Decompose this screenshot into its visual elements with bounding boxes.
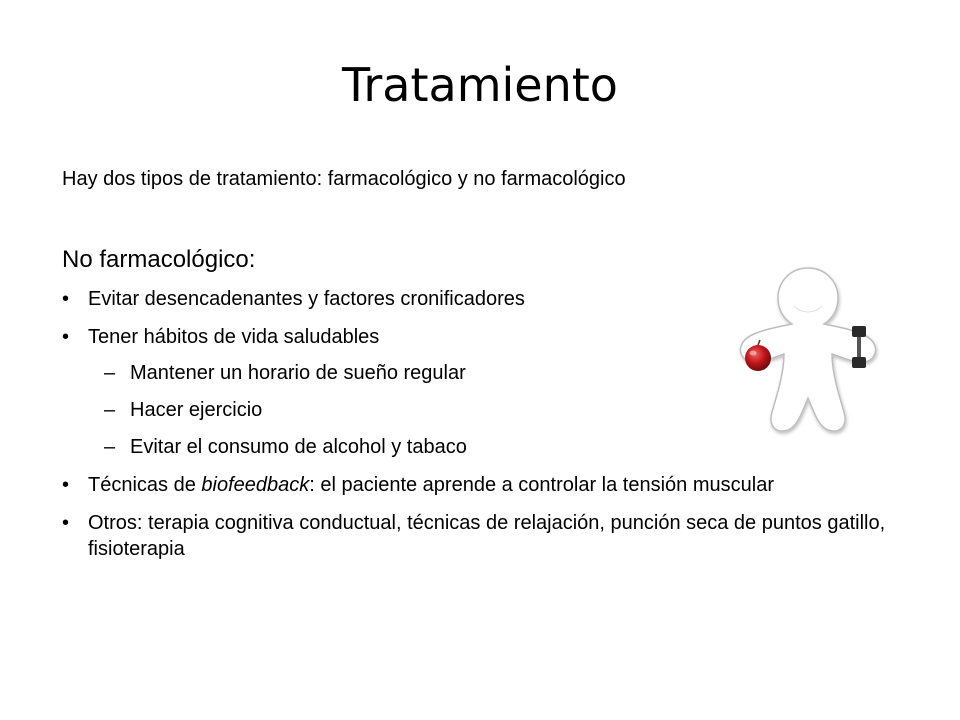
bullet-text-suffix: : el paciente aprende a controlar la tensión muscular [309, 474, 774, 496]
bullet-text-italic: biofeedback [201, 474, 310, 496]
paper-person-illustration [728, 262, 888, 442]
bullet-item [62, 472, 912, 498]
sub-item-text: Hacer ejercicio [130, 399, 263, 421]
bullet-text-prefix: Técnicas de [88, 474, 202, 496]
bullet-marker: • [62, 474, 70, 496]
bullet-marker: • [62, 288, 70, 310]
bullet-text: Evitar desencadenantes y factores cronificadores [88, 288, 525, 310]
bullet-text: Otros: terapia cognitiva conductual, técnicas de relajación, punción seca de puntos gatillo, fisioterapia [88, 512, 886, 560]
bullet-marker: • [62, 326, 70, 348]
bullet-marker: • [62, 512, 70, 534]
sub-marker: – [104, 436, 116, 458]
paper-person-with-apple-and-dumbbell-icon [728, 262, 888, 442]
bullet-item [62, 510, 912, 562]
bullet-text: Tener hábitos de vida saludables [88, 326, 380, 348]
section-heading: No farmacológico: [62, 246, 256, 273]
sub-item-text: Mantener un horario de sueño regular [130, 362, 466, 384]
slide-title: Tratamiento [342, 58, 618, 112]
intro-text: Hay dos tipos de tratamiento: farmacológico y no farmacológico [62, 168, 626, 190]
sub-marker: – [104, 362, 116, 384]
sub-item-text: Evitar el consumo de alcohol y tabaco [130, 436, 467, 458]
sub-marker: – [104, 399, 116, 421]
